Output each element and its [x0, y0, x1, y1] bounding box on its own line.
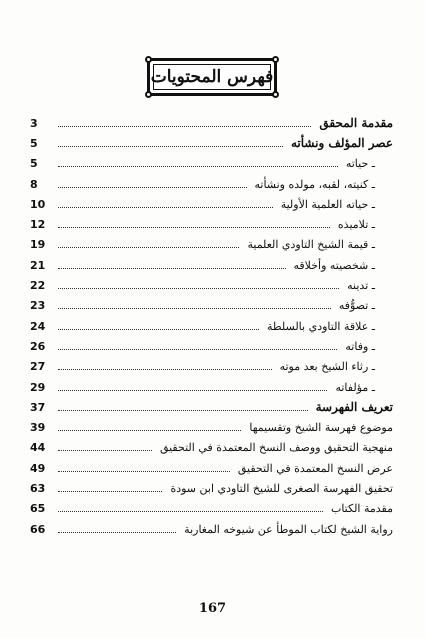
- toc-entry-title: مقدمة الكتاب: [330, 502, 393, 516]
- toc-entry-title: ـ شخصيته وأخلاقه: [293, 258, 375, 272]
- toc-entry[interactable]: [30, 336, 393, 356]
- dot-leader: [58, 471, 230, 472]
- title-frame: [147, 58, 277, 96]
- page-title: فهرس المحتويات: [150, 67, 274, 87]
- toc-entry-title: ـ كنيته، لقبه، مولده ونشأته: [254, 177, 375, 191]
- toc-entry[interactable]: [30, 214, 393, 234]
- dot-leader: [58, 532, 176, 533]
- toc-entry[interactable]: [30, 154, 393, 174]
- toc-entry-page-number: 26: [30, 339, 46, 353]
- toc-entry[interactable]: [30, 133, 393, 153]
- toc-entry-title: تعريف الفهرسة: [315, 400, 393, 415]
- table-of-contents: [30, 113, 393, 539]
- toc-entry-title: رواية الشيخ لكتاب الموطأ عن شيوخه المغاربة: [184, 522, 393, 536]
- toc-entry-page-number: 5: [30, 157, 38, 171]
- toc-entry[interactable]: [30, 194, 393, 214]
- toc-entry-title: تحقيق الفهرسة الصغرى للشيخ التاودي ابن سودة: [170, 481, 393, 495]
- toc-entry[interactable]: [30, 113, 393, 133]
- toc-entry[interactable]: [30, 397, 393, 417]
- toc-entry-page-number: 10: [30, 197, 46, 211]
- toc-entry-title: موضوع فهرسة الشيخ وتقسيمها: [249, 421, 393, 435]
- toc-entry-title: ـ قيمة الشيخ التاودي العلمية: [247, 238, 375, 252]
- toc-entry-title: عرض النسخ المعتمدة في التحقيق: [237, 461, 393, 475]
- toc-entry-page-number: 63: [30, 481, 46, 495]
- dot-leader: [58, 288, 339, 289]
- dot-leader: [58, 227, 330, 228]
- toc-entry-title: ـ تلاميذه: [337, 218, 375, 232]
- dot-leader: [58, 247, 239, 248]
- toc-entry-page-number: 29: [30, 380, 46, 394]
- dot-leader: [58, 430, 241, 431]
- toc-entry[interactable]: [30, 499, 393, 519]
- toc-entry-page-number: 65: [30, 502, 46, 516]
- faint-running-header: [30, 26, 395, 36]
- dot-leader: [58, 166, 338, 167]
- dot-leader: [58, 187, 247, 188]
- toc-entry-page-number: 27: [30, 360, 46, 374]
- toc-entry[interactable]: [30, 458, 393, 478]
- dot-leader: [58, 308, 331, 309]
- toc-entry-page-number: 3: [30, 116, 38, 130]
- toc-entry[interactable]: [30, 275, 393, 295]
- toc-entry[interactable]: [30, 478, 393, 498]
- toc-entry-title: منهجية التحقيق ووصف النسخ المعتمدة في التحقيق: [159, 441, 393, 455]
- toc-entry[interactable]: [30, 174, 393, 194]
- toc-entry-page-number: 66: [30, 522, 46, 536]
- toc-entry-page-number: 12: [30, 218, 46, 232]
- toc-entry-title: ـ حياته العلمية الأولية: [280, 197, 375, 211]
- toc-entry-title: ـ علاقة التاودي بالسلطة: [266, 319, 375, 333]
- toc-entry-title: عصر المؤلف ونشأته: [290, 136, 393, 151]
- toc-entry-page-number: 19: [30, 238, 46, 252]
- toc-entry-title: ـ وفاته: [345, 339, 375, 353]
- toc-entry-page-number: 5: [30, 136, 38, 150]
- toc-entry-title: ـ رثاء الشيخ بعد موته: [279, 360, 375, 374]
- toc-entry-page-number: 8: [30, 177, 38, 191]
- toc-entry[interactable]: [30, 519, 393, 539]
- toc-entry-title: ـ تدينه: [347, 279, 375, 293]
- toc-entry-title: ـ تصوُّفه: [338, 299, 375, 313]
- dot-leader: [58, 329, 259, 330]
- toc-entry[interactable]: [30, 235, 393, 255]
- dot-leader: [58, 410, 308, 411]
- toc-entry-page-number: 49: [30, 461, 46, 475]
- dot-leader: [58, 390, 327, 391]
- dot-leader: [58, 369, 272, 370]
- dot-leader: [58, 491, 162, 492]
- dot-leader: [58, 126, 311, 127]
- toc-entry-page-number: 24: [30, 319, 46, 333]
- dot-leader: [58, 450, 152, 451]
- toc-entry-title: ـ مؤلفاته: [335, 380, 375, 394]
- dot-leader: [58, 207, 273, 208]
- toc-entry-page-number: 44: [30, 441, 46, 455]
- dot-leader: [58, 146, 283, 147]
- toc-entry[interactable]: [30, 438, 393, 458]
- toc-entry[interactable]: [30, 357, 393, 377]
- toc-entry[interactable]: [30, 377, 393, 397]
- toc-entry-page-number: 21: [30, 258, 46, 272]
- toc-entry-page-number: 23: [30, 299, 46, 313]
- toc-entry[interactable]: [30, 255, 393, 275]
- toc-entry-page-number: 39: [30, 421, 46, 435]
- toc-entry-title: مقدمة المحقق: [319, 116, 393, 131]
- page-number: 167: [198, 601, 227, 616]
- dot-leader: [58, 511, 323, 512]
- toc-entry[interactable]: [30, 417, 393, 437]
- toc-entry-page-number: 22: [30, 279, 46, 293]
- dot-leader: [58, 349, 337, 350]
- toc-entry-page-number: 37: [30, 400, 46, 414]
- toc-entry-title: ـ حياته: [345, 157, 375, 171]
- dot-leader: [58, 268, 286, 269]
- toc-entry[interactable]: [30, 316, 393, 336]
- toc-entry[interactable]: [30, 296, 393, 316]
